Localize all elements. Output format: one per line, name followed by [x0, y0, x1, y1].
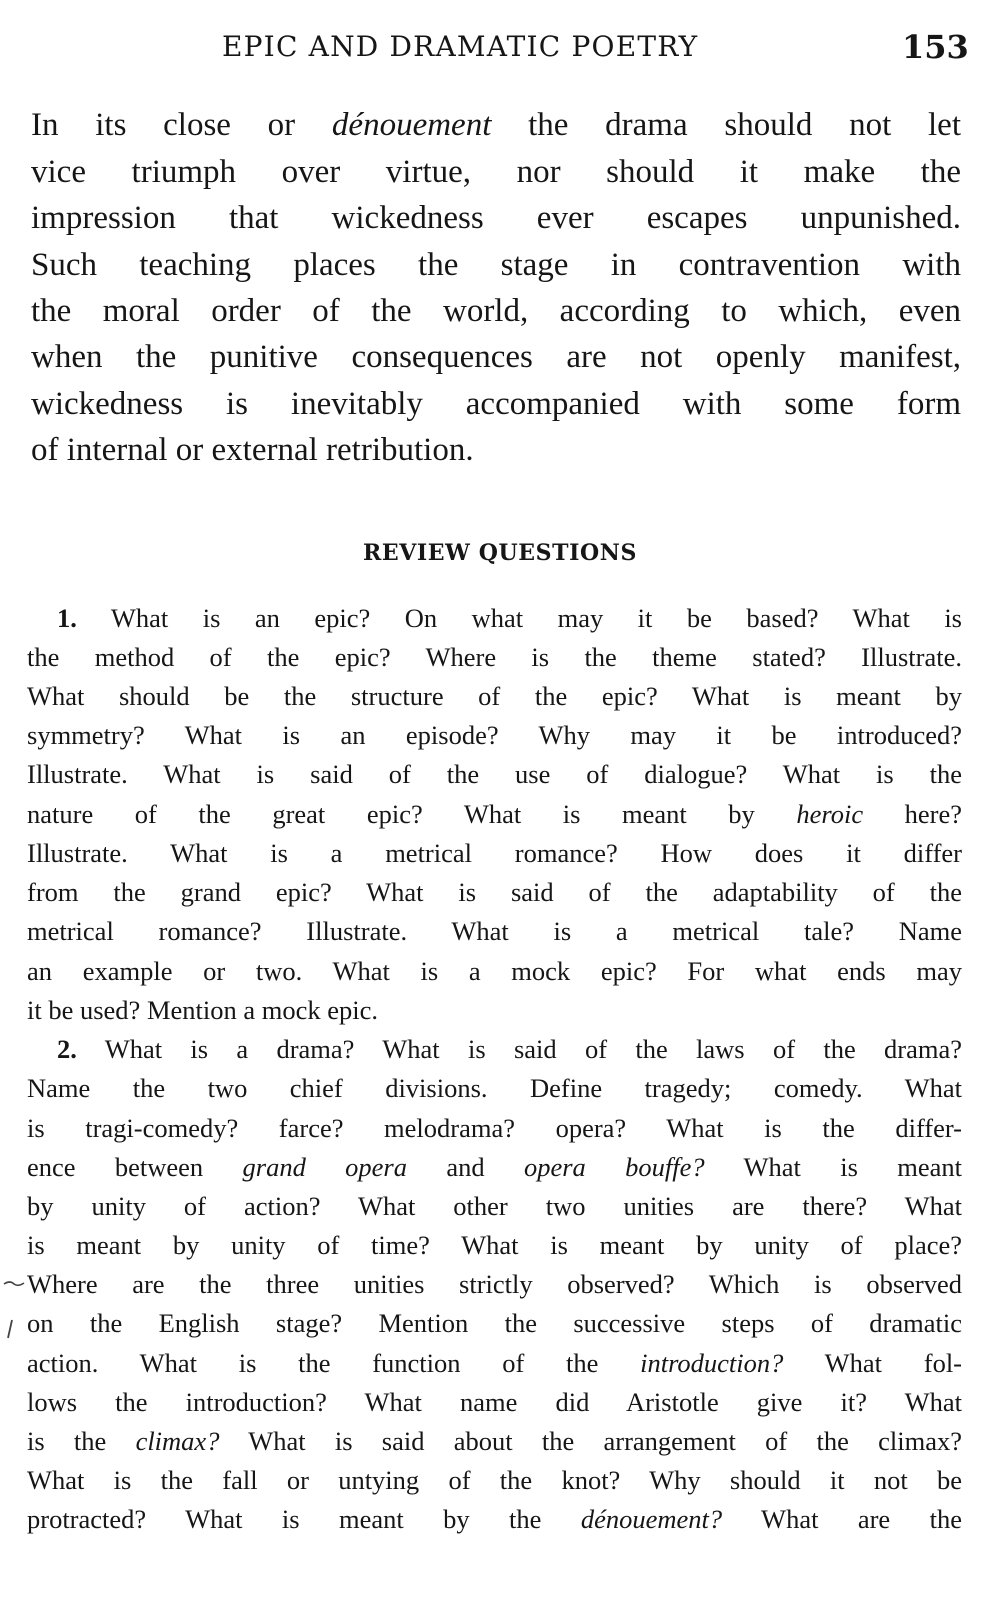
question-number: 1. [57, 603, 77, 633]
question-line: What is the fall or untying of the knot? Why should it not be [27, 1465, 962, 1495]
paragraph-line: the moral order of the world, according to which, even [31, 293, 961, 329]
question-line: What should be the structure of the epic? What is meant by [27, 681, 962, 711]
italic-term: heroic [796, 799, 864, 829]
question-line: symmetry? What is an episode? Why may it be introduced? [27, 720, 962, 750]
running-head [0, 30, 1000, 70]
question-line: lows the introduction? What name did Aristotle give it? What [27, 1387, 962, 1417]
margin-pencil-mark [2, 1272, 28, 1342]
question-line: protracted? What is meant by the dénouement? What are the [27, 1504, 962, 1534]
paragraph-line: vice triumph over virtue, nor should it make the [31, 154, 961, 190]
question-line: is tragi-comedy? farce? melodrama? opera? What is the differ- [27, 1113, 962, 1143]
running-title: EPIC AND DRAMATIC POETRY [222, 30, 699, 63]
italic-term: climax? [135, 1426, 220, 1456]
question-line: the method of the epic? Where is the theme stated? Illustrate. [27, 642, 962, 672]
italic-term: opera bouffe? [523, 1152, 705, 1182]
question-line: it be used? Mention a mock epic. [27, 995, 379, 1025]
question-line: Illustrate. What is a metrical romance? How does it differ [27, 838, 962, 868]
question-line: Name the two chief divisions. Define tragedy; comedy. What [27, 1073, 962, 1103]
question-line: an example or two. What is a mock epic? For what ends may [27, 956, 962, 986]
section-heading: REVIEW QUESTIONS [363, 540, 637, 566]
paragraph-line: of internal or external retribution. [31, 432, 474, 468]
italic-term: introduction? [640, 1348, 784, 1378]
question-line: ence between grand opera and opera bouffe? What is meant [27, 1152, 962, 1182]
paragraph-line: impression that wickedness ever escapes unpunished. [31, 200, 961, 236]
question-line: by unity of action? What other two unities are there? What [27, 1191, 962, 1221]
italic-term: grand opera [242, 1152, 407, 1182]
paragraph-line: Such teaching places the stage in contravention with [31, 247, 961, 283]
italic-term: dénouement [331, 107, 492, 143]
question-line: is the climax? What is said about the arrangement of the climax? [27, 1426, 962, 1456]
question-line: is meant by unity of time? What is meant by unity of place? [27, 1230, 962, 1260]
question-line: 2. What is a drama? What is said of the laws of the drama? [57, 1034, 962, 1064]
question-number: 2. [57, 1034, 77, 1064]
question-line: nature of the great epic? What is meant by heroic here? [27, 799, 962, 829]
paragraph-line: when the punitive consequences are not openly manifest, [31, 339, 961, 375]
page-number: 153 [902, 28, 969, 66]
paragraph-line: wickedness is inevitably accompanied with some form [31, 386, 961, 422]
question-line: Illustrate. What is said of the use of dialogue? What is the [27, 759, 962, 789]
question-line: from the grand epic? What is said of the adaptability of the [27, 877, 962, 907]
question-line: 1. What is an epic? On what may it be based? What is [57, 603, 962, 633]
italic-term: dénouement? [580, 1504, 723, 1534]
paragraph-line: In its close or dénouement the drama should not let [31, 107, 961, 143]
question-line: metrical romance? Illustrate. What is a metrical tale? Name [27, 916, 962, 946]
question-line: Where are the three unities strictly observed? Which is observed [27, 1269, 962, 1299]
question-line: on the English stage? Mention the successive steps of dramatic [27, 1308, 962, 1338]
question-line: action. What is the function of the introduction? What fol- [27, 1348, 963, 1378]
